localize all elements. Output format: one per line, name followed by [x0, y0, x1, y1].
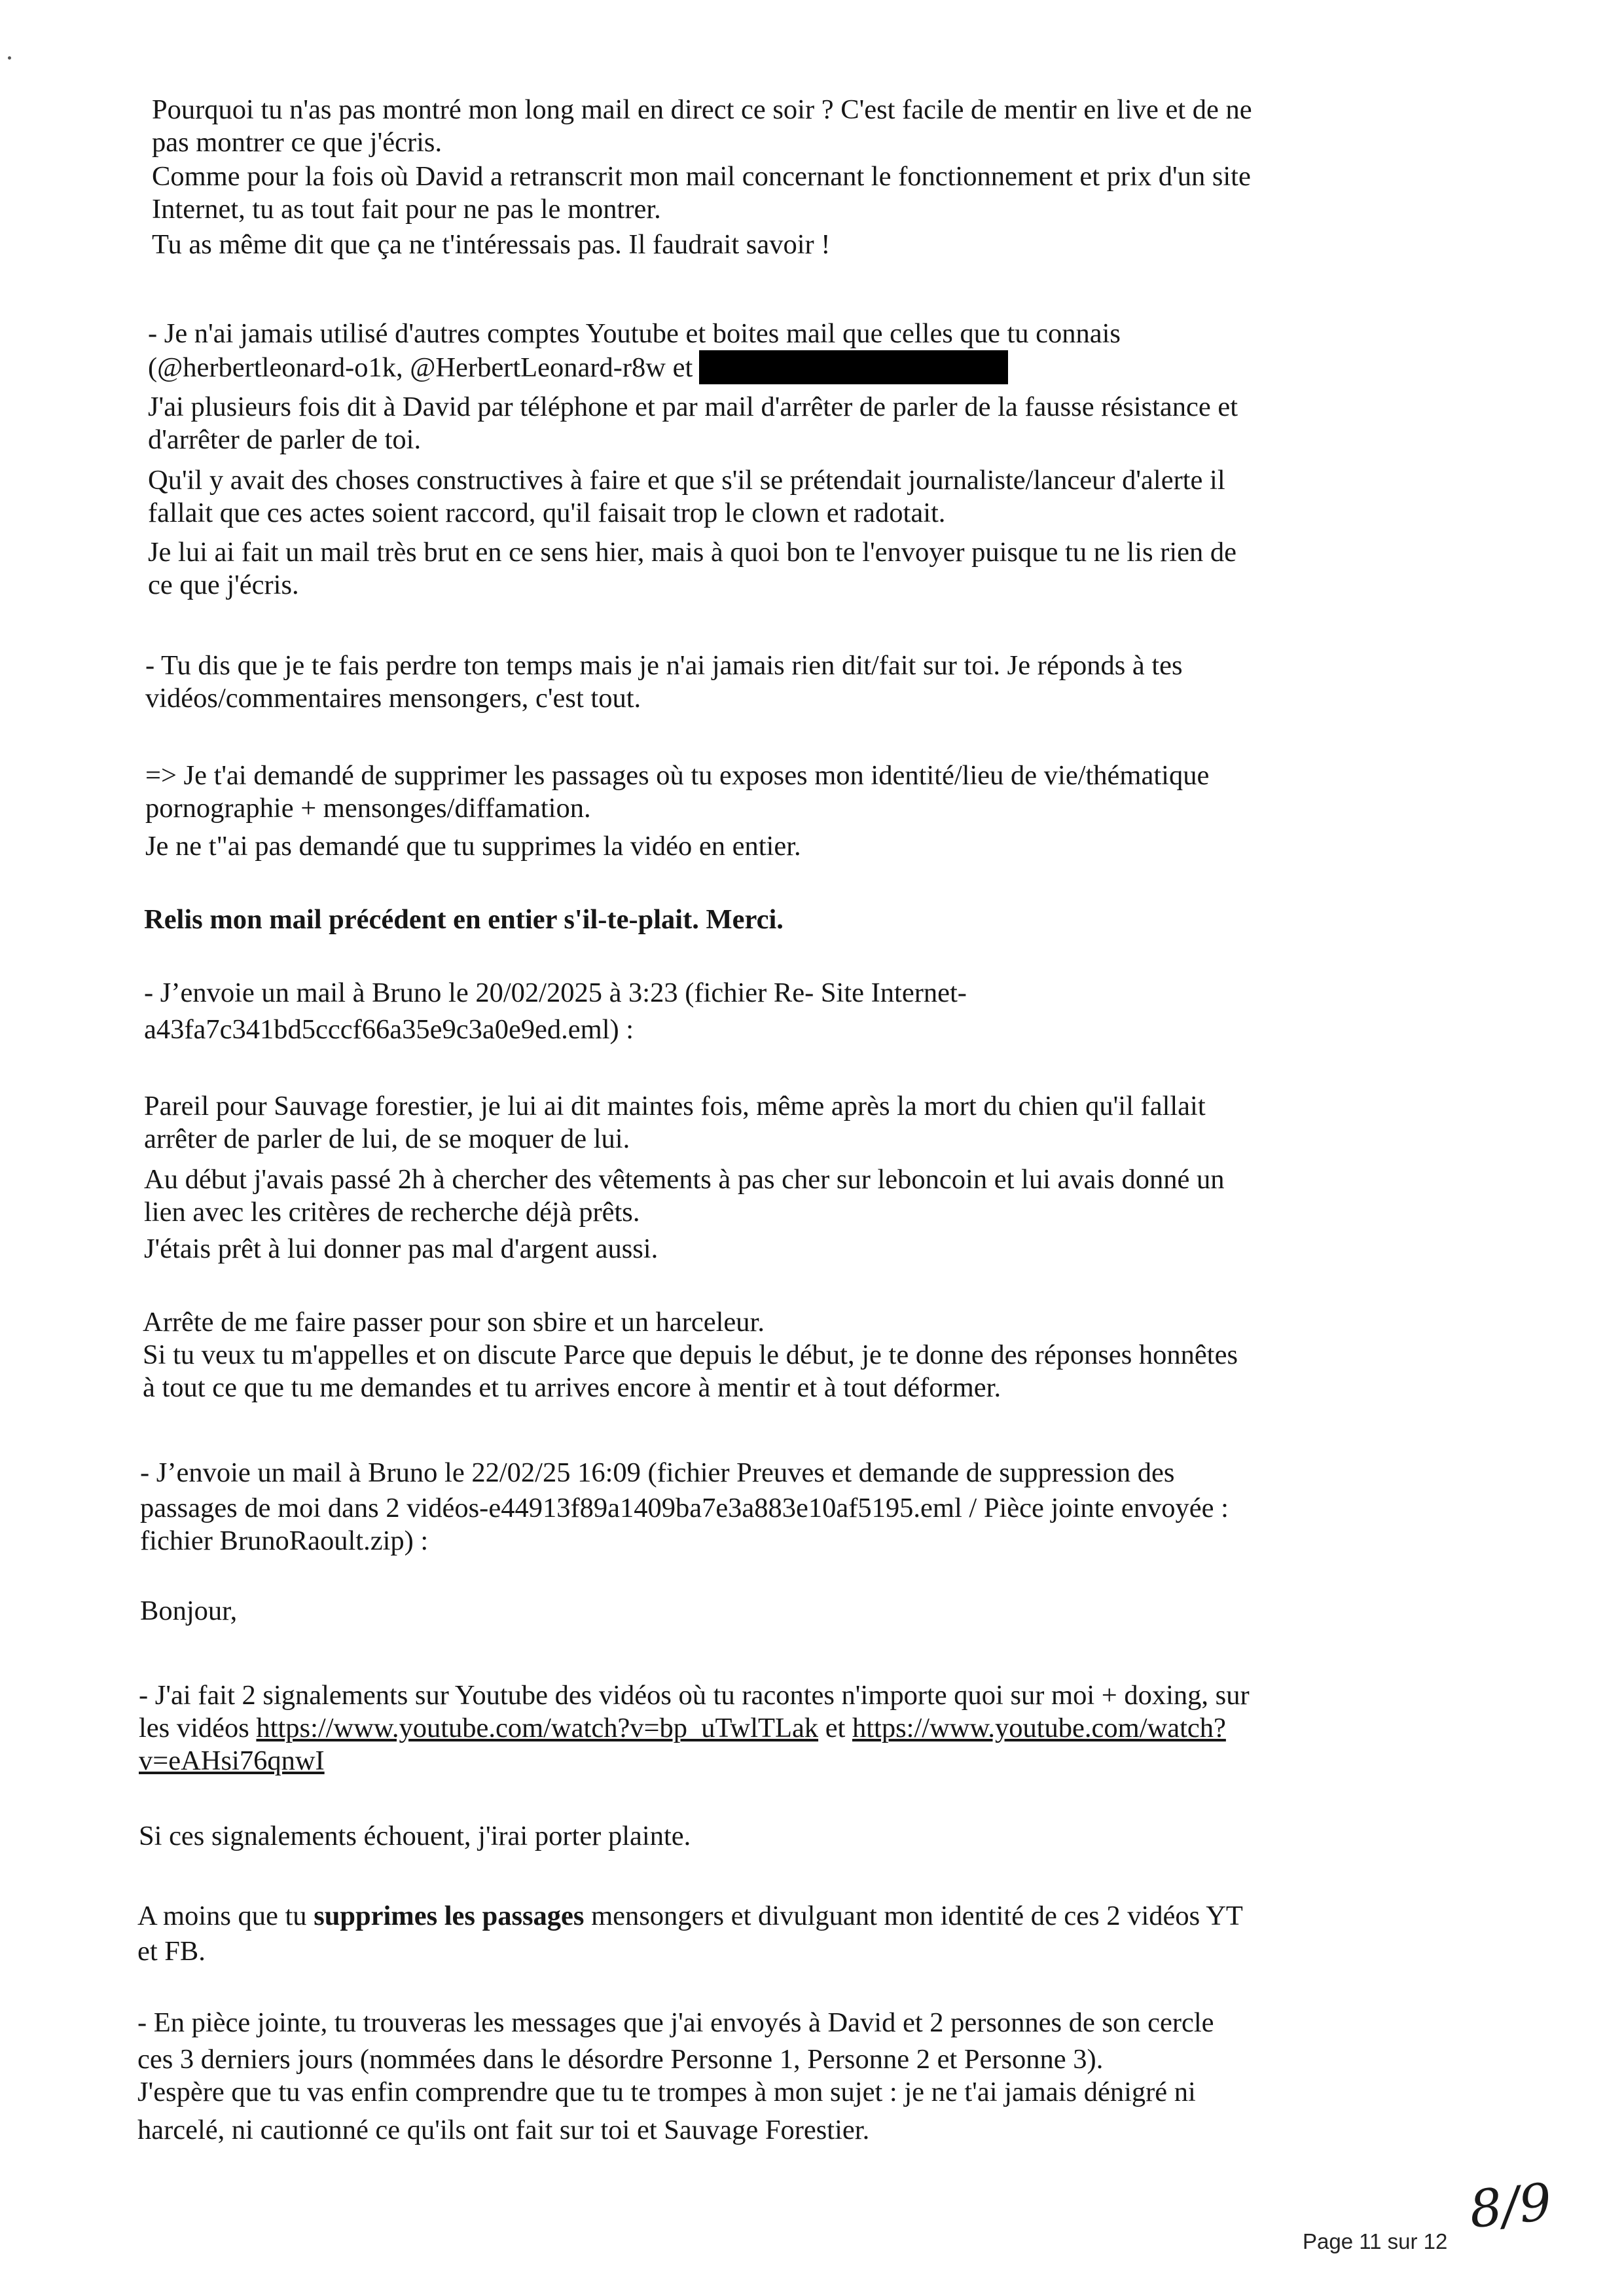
text-line [139, 1745, 1474, 1777]
text-line: Je lui ai fait un mail très brut en ce sens hier, mais à quoi bon te l'envoyer puisque tu ne lis rien de [148, 537, 1237, 568]
text-line: - J’envoie un mail à Bruno le 20/02/2025 à 3:23 (fichier Re- Site Internet- [144, 977, 967, 1008]
text-line: Je ne t"ai pas demandé que tu supprimes la vidéo en entier. [145, 831, 801, 862]
handwritten-page-mark: 8/9 [1466, 2172, 1555, 2240]
paragraph-live-mail [152, 94, 1487, 261]
paragraph-request [145, 759, 1481, 863]
text-line: => Je t'ai demandé de supprimer les passages où tu exposes mon identité/lieu de vie/thématique [145, 760, 1210, 791]
remove-passages-bold: supprimes les passages [314, 1901, 585, 1931]
youtube-link-1[interactable]: https://www.youtube.com/watch?v=bp_uTwlTLak [256, 1713, 819, 1743]
text-line: Arrête de me faire passer pour son sbire et un harceleur. [143, 1307, 765, 1338]
text-line: - Je n'ai jamais utilisé d'autres comptes Youtube et boites mail que celles que tu connais [148, 318, 1121, 349]
text-line: Pareil pour Sauvage forestier, je lui ai dit maintes fois, même après la mort du chien qu'il fallait [144, 1091, 1206, 1121]
text-line: J'ai plusieurs fois dit à David par téléphone et par mail d'arrêter de parler de la fausse résistance et [148, 392, 1238, 422]
text-line: - Tu dis que je te fais perdre ton temps mais je n'ai jamais rien dit/fait sur toi. Je réponds à tes [145, 650, 1183, 681]
paragraph-reports [139, 1679, 1474, 1777]
paragraph-sauvage-forestier [144, 1090, 1479, 1266]
paragraph-complaint [139, 1820, 1474, 1853]
text-line: ces 3 derniers jours (nommées dans le désordre Personne 1, Personne 2 et Personne 3). [137, 2044, 1104, 2075]
remove-passages-suffix: mensongers et divulguant mon identité de ces 2 vidéos YT [584, 1901, 1243, 1931]
text-line: a43fa7c341bd5cccf66a35e9c3a0e9ed.eml) : [144, 1014, 634, 1045]
text-line: à tout ce que tu me demandes et tu arrives encore à mentir et à tout déformer. [143, 1372, 1001, 1403]
text-line [137, 1900, 1473, 1933]
text-line: J'étais prêt à lui donner pas mal d'argent aussi. [144, 1233, 659, 1264]
text-line: d'arrêter de parler de toi. [148, 424, 422, 455]
page-footer: Page 11 sur 12 [1303, 2229, 1448, 2253]
youtube-link-2-continued[interactable]: v=eAHsi76qnwI [139, 1745, 325, 1776]
text-line: - J'ai fait 2 signalements sur Youtube des vidéos où tu racontes n'importe quoi sur moi + doxing, sur [139, 1680, 1250, 1711]
paragraph-reread [144, 903, 1479, 936]
paragraph-mail-22-02 [140, 1457, 1475, 1558]
text-line: Si tu veux tu m'appelles et on discute Parce que depuis le début, je te donne des réponses honnêtes [143, 1339, 1238, 1370]
text-line: fichier BrunoRaoult.zip) : [140, 1525, 429, 1556]
text-line [139, 1712, 1474, 1745]
text-line: lien avec les critères de recherche déjà prêts. [144, 1197, 640, 1228]
text-line: passages de moi dans 2 vidéos-e44913f89a1409ba7e3a883e10af5195.eml / Pièce jointe envoyée : [140, 1493, 1229, 1523]
accounts-text: (@herbertleonard-o1k, @HerbertLeonard-r8w et [148, 352, 693, 383]
text-line [148, 350, 1483, 383]
youtube-link-2[interactable]: https://www.youtube.com/watch? [852, 1713, 1226, 1743]
text-line: Pourquoi tu n'as pas montré mon long mail en direct ce soir ? C'est facile de mentir en live et de ne [152, 94, 1252, 125]
paragraph-greeting [140, 1595, 1475, 1628]
text-line: Tu as même dit que ça ne t'intéressais pas. Il faudrait savoir ! [152, 229, 831, 260]
paragraph-accounts [148, 318, 1483, 602]
and-text: et [818, 1713, 852, 1743]
text-line: Qu'il y avait des choses constructives à faire et que s'il se prétendait journaliste/lanceur d'alerte il [148, 465, 1225, 496]
text-line: Au début j'avais passé 2h à chercher des vêtements à pas cher sur leboncoin et lui avais donné un [144, 1164, 1225, 1195]
text-line: - En pièce jointe, tu trouveras les messages que j'ai envoyés à David et 2 personnes de son cercle [137, 2007, 1214, 2038]
text-line: Comme pour la fois où David a retranscrit mon mail concernant le fonctionnement et prix d'un site [152, 161, 1251, 192]
text-line: arrêter de parler de lui, de se moquer de lui. [144, 1123, 630, 1154]
text-line: Bonjour, [140, 1595, 238, 1626]
paragraph-time [145, 649, 1481, 715]
unless-text: A moins que tu [137, 1901, 314, 1931]
text-line: - J’envoie un mail à Bruno le 22/02/25 16:09 (fichier Preuves et demande de suppression des [140, 1457, 1175, 1488]
text-line: Relis mon mail précédent en entier s'il-te-plait. Merci. [144, 904, 784, 935]
videos-prefix: les vidéos [139, 1713, 257, 1743]
paragraph-mail-20-02 [144, 977, 1479, 1046]
text-line: Internet, tu as tout fait pour ne pas le montrer. [152, 194, 661, 225]
text-line: et FB. [137, 1936, 206, 1967]
text-line: ce que j'écris. [148, 570, 299, 600]
text-line: fallait que ces actes soient raccord, qu'il faisait trop le clown et radotait. [148, 498, 946, 528]
text-line: harcelé, ni cautionné ce qu'ils ont fait sur toi et Sauvage Forestier. [137, 2115, 870, 2145]
text-line: Si ces signalements échouent, j'irai porter plainte. [139, 1821, 691, 1851]
text-line: pas montrer ce que j'écris. [152, 127, 442, 158]
text-line: vidéos/commentaires mensongers, c'est tout. [145, 683, 641, 714]
paragraph-harassment [143, 1306, 1478, 1404]
paragraph-attachments [137, 2007, 1473, 2147]
scan-speck [8, 56, 11, 60]
redaction-bar [699, 350, 1008, 384]
paragraph-remove-passages [137, 1900, 1473, 1968]
text-line: J'espère que tu vas enfin comprendre que tu te trompes à mon sujet : je ne t'ai jamais dénigré ni [137, 2077, 1196, 2107]
text-line: pornographie + mensonges/diffamation. [145, 793, 591, 824]
